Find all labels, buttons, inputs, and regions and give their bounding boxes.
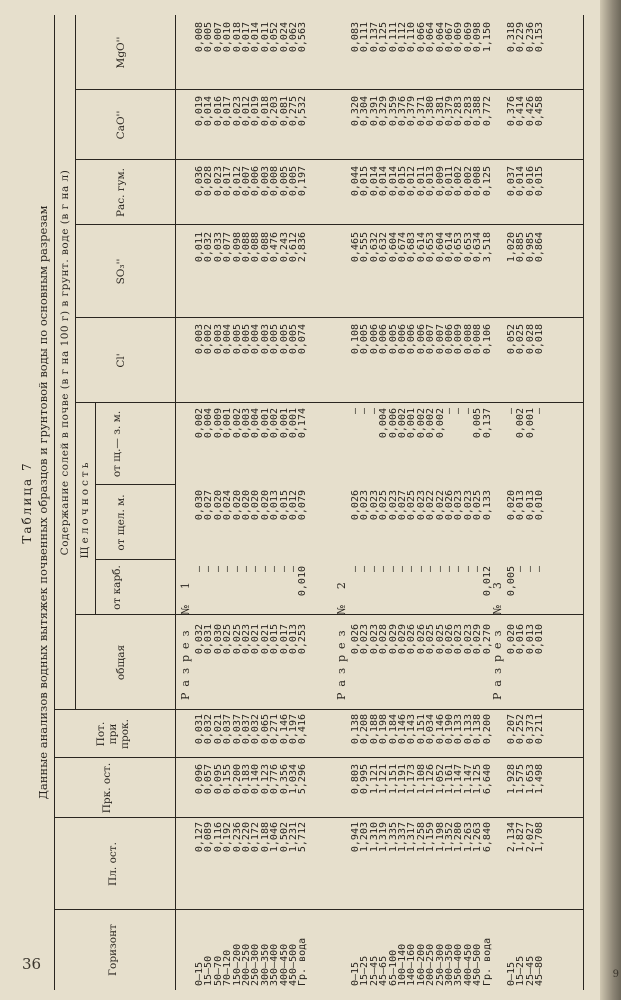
- column-ras-gum: 0,037 0,014 0,016 0,015: [506, 166, 546, 197]
- header-salt-group: Содержание солей в почве (в г на 100 г) в грунт. воде (в г на л): [59, 169, 71, 556]
- column-pot: 0,138 0,208 0,188 0,198 0,184 0,146 0,143 0,151 0,034 0,146 0,190 0,133 0,133 0,138 0,200: [350, 714, 493, 745]
- data-table: [54, 15, 584, 990]
- header-ras-gum: Рас. гум.: [115, 167, 127, 218]
- column-prk-ost: 1,928 1,575 1,653 1,498: [506, 764, 546, 795]
- column-cl: 0,108 0,005 0,006 0,006 0,005 0,006 0,006 0,006 0,007 0,007 0,006 0,009 0,008 0,008 0,106: [350, 324, 493, 355]
- col-divider: [55, 817, 583, 818]
- column-shchel: 0,020 0,013 0,013 0,010: [506, 490, 546, 521]
- column-carb: 0,005 — — —: [506, 566, 546, 597]
- header-mgo: MgO'': [115, 36, 127, 69]
- header-shch-zm: от щ.— з. м.: [111, 410, 123, 478]
- header-prk-ost: Прк. ост.: [101, 762, 113, 814]
- col-divider: [55, 909, 583, 910]
- col-divider: [95, 559, 175, 560]
- header-cl: Cl': [115, 353, 127, 368]
- column-shch-zm: — — — 0,004 0,006 0,002 0,001 0,002 0,002 0,002 — — — 0,005 0,137: [350, 408, 493, 439]
- section-label: Разрез № 3: [491, 576, 504, 700]
- header-carb: от карб.: [111, 565, 123, 610]
- header-bottom-rule: [175, 15, 176, 990]
- header-cao: CaO'': [115, 110, 127, 140]
- header-horizon: Горизонт: [107, 924, 119, 976]
- column-total: 0,032 0,031 0,030 0,025 0,025 0,023 0,021 0,021 0,015 0,017 0,013 0,253: [194, 624, 309, 655]
- rotated-table: [20, 15, 580, 990]
- column-carb: — — — — — — — — — — — — — — 0,012: [350, 566, 493, 597]
- book-spine: [600, 0, 621, 1000]
- column-so4: 0,011 0,032 0,033 0,077 0,098 0,088 0,088 0,088 0,476 0,243 0,612 2,836: [194, 232, 309, 263]
- col-divider: [55, 757, 583, 758]
- column-prk-ost: 0,803 0,995 1,121 1,121 1,151 1,191 1,173 1,108 1,126 1,052 1,161 1,147 1,147 1,125 6,640: [350, 764, 493, 795]
- col-divider: [75, 224, 583, 225]
- column-cao: 0,320 0,304 0,391 0,329 0,359 0,376 0,379 0,371 0,380 0,381 0,379 0,283 0,283 0,388 0,772: [350, 96, 493, 127]
- header-alkalinity: Щелочность: [79, 459, 91, 559]
- column-cl: 0,003 0,002 0,003 0,004 0,005 0,005 0,004 0,003 0,005 0,005 0,005 0,074: [194, 324, 309, 355]
- column-pot: 0,031 0,032 0,021 0,037 0,037 0,037 0,032 0,065 0,271 0,146 0,197 0,416: [194, 714, 309, 745]
- column-pl-ost: 0,941 1,203 1,310 1,319 1,335 1,337 1,317 1,258 1,159 1,198 1,352 1,280 1,263 1,263 6,840: [350, 822, 493, 853]
- column-pl-ost: 2,134 1,827 2,027 1,708: [506, 822, 546, 853]
- header-so4: SO₃'': [115, 258, 127, 285]
- group-header-rule: [75, 15, 76, 710]
- header-total: общая: [115, 644, 127, 681]
- column-horizon: 0—15 15—25 25—45 45—65 65—100 100—140 140—160 160—200 200—250 250—300 300—350 350—400 400—450 450—500 Гр. вода: [350, 937, 493, 986]
- col-divider: [75, 89, 583, 90]
- col-divider: [95, 484, 175, 485]
- section-label: Разрез № 2: [335, 576, 348, 700]
- column-mgo: 0,318 0,229 0,236 0,153: [506, 22, 546, 53]
- header-shchel: от щел. м.: [115, 494, 127, 551]
- header-pl-ost: Пл. ост.: [107, 842, 119, 886]
- column-carb: — — — — — — — — — — — 0,010: [194, 566, 309, 597]
- column-ras-gum: 0,036 0,028 0,023 0,017 0,012 0,007 0,006 0,003 0,008 0,005 0,005 0,197: [194, 166, 309, 197]
- table-subtitle: Данные анализов водных вытяжек почвенных образцов и грунтовой воды по основным разрезам: [36, 205, 50, 800]
- column-shchel: 0,026 0,023 0,023 0,025 0,023 0,027 0,025 0,023 0,022 0,022 0,026 0,023 0,023 0,025 0,133: [350, 490, 493, 521]
- column-cao: 0,376 0,414 0,426 0,458: [506, 96, 546, 127]
- col-divider: [75, 614, 583, 615]
- table-title: Таблица 7: [20, 461, 34, 544]
- header-pot: Пот. при прок.: [95, 719, 131, 749]
- column-mgo: 0,083 0,111 0,137 0,125 0,111 0,112 0,110 0,066 0,064 0,064 0,067 0,069 0,069 0,098 1,150: [350, 22, 493, 53]
- column-shchel: 0,030 0,027 0,020 0,024 0,020 0,020 0,020 0,020 0,013 0,015 0,012 0,079: [194, 490, 309, 521]
- column-horizon: 0—15 15—25 25—45 45—80: [506, 955, 546, 986]
- column-pl-ost: 0,127 0,089 0,116 0,192 0,236 0,220 0,172 0,188 1,046 0,502 1,231 5,712: [194, 822, 309, 853]
- column-shch-zm: — 0,002 0,001 —: [506, 408, 546, 439]
- column-prk-ost: 0,096 0,057 0,095 0,155 0,200 0,183 0,140 0,123 0,776 0,356 1,034 5,296: [194, 764, 309, 795]
- column-so4: 0,465 0,555 0,632 0,632 0,604 0,674 0,683 0,614 0,653 0,604 0,614 0,653 0,653 0,634 3,518: [350, 232, 493, 263]
- spine-mark: 9: [612, 969, 619, 980]
- column-horizon: 0—15 15—50 50—70 70—120 150—200 200—250 250—300 300—350 350—400 400—450 450—500 Гр. вода: [194, 937, 309, 986]
- column-pot: 0,207 0,252 0,373 0,211: [506, 714, 546, 745]
- column-shch-zm: 0,002 0,004 0,009 0,001 0,002 0,003 0,004 0,001 0,002 0,001 0,001 0,174: [194, 408, 309, 439]
- column-so4: 1,020 0,885 0,985 0,864: [506, 232, 546, 263]
- column-total: 0,026 0,023 0,023 0,028 0,029 0,029 0,026 0,026 0,025 0,025 0,026 0,023 0,023 0,029 0,270: [350, 624, 493, 655]
- alkalinity-header-rule: [95, 403, 96, 615]
- column-total: 0,020 0,016 0,013 0,010: [506, 624, 546, 655]
- column-cl: 0,052 0,025 0,028 0,018: [506, 324, 546, 355]
- column-cao: 0,019 0,014 0,016 0,017 0,023 0,012 0,019 0,018 0,203 0,081 0,275 0,532: [194, 96, 309, 127]
- col-divider: [75, 402, 583, 403]
- col-divider: [75, 317, 583, 318]
- column-mgo: 0,008 0,005 0,007 0,010 0,018 0,017 0,014 0,011 0,052 0,024 0,062 0,563: [194, 22, 309, 53]
- column-ras-gum: 0,044 0,015 0,014 0,014 0,014 0,015 0,012 0,011 0,013 0,009 0,011 0,002 0,002 0,008 0,125: [350, 166, 493, 197]
- col-divider: [55, 709, 583, 710]
- col-divider: [75, 159, 583, 160]
- page-number: 36: [22, 955, 42, 973]
- section-label: Разрез № 1: [179, 576, 192, 700]
